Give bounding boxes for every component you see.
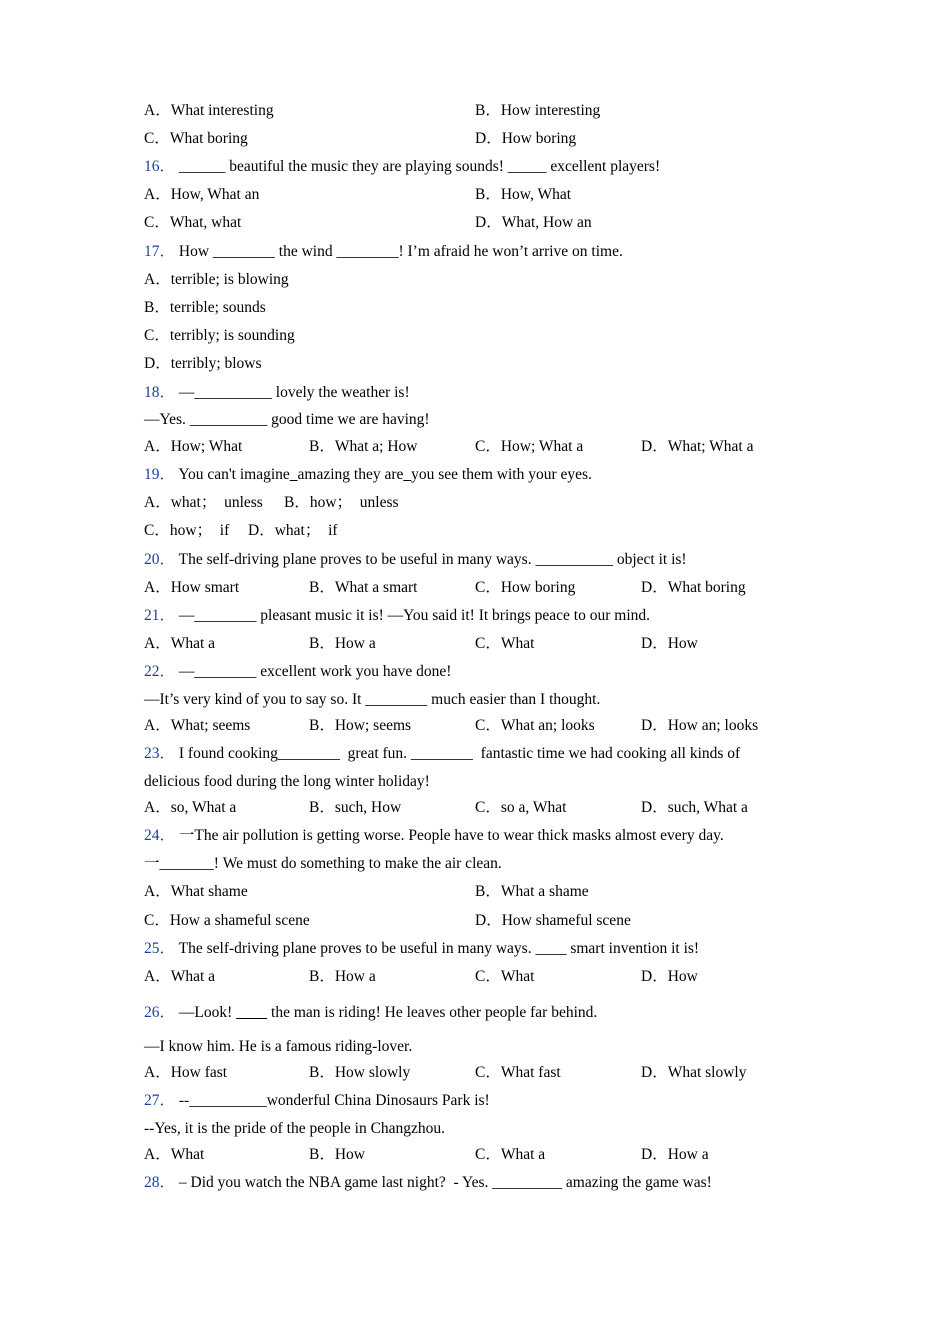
question-number: 18． xyxy=(144,384,176,401)
q23-stem xyxy=(144,744,740,764)
question-text: The self-driving plane proves to be useful in many ways. ____ smart invention it is! xyxy=(178,940,700,957)
q15-option-c: C．What boring xyxy=(144,130,248,147)
q24-stem xyxy=(144,826,724,846)
q16-stem xyxy=(144,157,660,177)
q24-option-c: C．How a shameful scene xyxy=(144,912,310,929)
question-text: —Look! xyxy=(178,1004,237,1021)
q15-option-d: D．How boring xyxy=(475,130,577,147)
q19-option-d: D．what； if xyxy=(248,522,338,539)
question-number: 21． xyxy=(144,607,176,624)
question-text: How ________ the wind ________! I’m afraid he won’t arrive on time. xyxy=(178,243,623,260)
q24-stem-2: 一_______! We must do something to make the air clean. xyxy=(144,855,502,872)
q18-stem-2: —Yes. __________ good time we are having! xyxy=(144,411,430,428)
question-text: – Did you watch the NBA game last night? - Yes. _________ amazing the game was! xyxy=(178,1174,712,1191)
question-number: 26． xyxy=(144,1004,176,1021)
q19-option-b: B．how； unless xyxy=(284,494,399,511)
q23-stem-2: delicious food during the long winter holiday! xyxy=(144,773,430,790)
q21-option-b: B．How a xyxy=(309,635,376,652)
q27-option-d: D．How a xyxy=(641,1146,709,1163)
question-text: ______ beautiful the music they are playing sounds! _____ excellent players! xyxy=(178,158,661,175)
blank xyxy=(236,1004,267,1021)
q19-option-a: A．what； unless xyxy=(144,494,263,511)
q25-option-a: A．What a xyxy=(144,968,216,985)
q16-option-a: A．How, What an xyxy=(144,186,260,203)
q17-option-a: A．terrible; is blowing xyxy=(144,271,289,288)
q20-option-d: D．What boring xyxy=(641,579,746,596)
question-number: 17． xyxy=(144,243,176,260)
question-text: 一The air pollution is getting worse. People have to wear thick masks almost every day. xyxy=(178,827,724,844)
question-number: 20． xyxy=(144,551,176,568)
question-text: amazing they are xyxy=(297,466,404,483)
q16-option-c: C．What, what xyxy=(144,214,242,231)
q22-stem xyxy=(144,662,451,682)
question-number: 28． xyxy=(144,1174,176,1191)
q23-option-a: A．so, What a xyxy=(144,799,237,816)
q17-stem xyxy=(144,242,623,262)
q24-option-a: A．What shame xyxy=(144,883,248,900)
q19-stem xyxy=(144,465,592,485)
q18-option-b: B．What a; How xyxy=(309,438,418,455)
question-number: 19． xyxy=(144,466,176,483)
q20-option-a: A．How smart xyxy=(144,579,240,596)
q22-option-d: D．How an; looks xyxy=(641,717,759,734)
question-number: 22． xyxy=(144,663,176,680)
q22-option-c: C．What an; looks xyxy=(475,717,595,734)
q24-option-d: D．How shameful scene xyxy=(475,912,631,929)
question-text: —________ pleasant music it is! —You said it! It brings peace to our mind. xyxy=(178,607,651,624)
q23-option-c: C．so a, What xyxy=(475,799,567,816)
question-text: you see them with your eyes. xyxy=(411,466,592,483)
q23-option-d: D．such, What a xyxy=(641,799,748,816)
q20-option-c: C．How boring xyxy=(475,579,576,596)
q27-option-a: A．What xyxy=(144,1146,205,1163)
q18-option-c: C．How; What a xyxy=(475,438,584,455)
q28-stem xyxy=(144,1173,712,1193)
q26-option-c: C．What fast xyxy=(475,1064,561,1081)
q18-option-a: A．How; What xyxy=(144,438,243,455)
question-number: 24． xyxy=(144,827,176,844)
question-number: 23． xyxy=(144,745,176,762)
q21-stem xyxy=(144,606,650,626)
q22-stem-2: —It’s very kind of you to say so. It ________ much easier than I thought. xyxy=(144,691,601,708)
q27-option-c: C．What a xyxy=(475,1146,546,1163)
q19-option-c: C．how； if xyxy=(144,522,230,539)
question-text: the man is riding! He leaves other people far behind. xyxy=(271,1004,598,1021)
q25-stem xyxy=(144,939,699,959)
blank xyxy=(290,466,298,483)
question-text: —__________ lovely the weather is! xyxy=(178,384,410,401)
blank xyxy=(403,466,411,483)
q23-option-b: B．such, How xyxy=(309,799,402,816)
question-text: I found cooking________ great fun. ________ fantastic time we had cooking all kinds of xyxy=(178,745,741,762)
question-text: --__________wonderful China Dinosaurs Park is! xyxy=(178,1092,490,1109)
q21-option-a: A．What a xyxy=(144,635,216,652)
q21-option-d: D．How xyxy=(641,635,698,652)
q26-option-a: A．How fast xyxy=(144,1064,228,1081)
question-number: 27． xyxy=(144,1092,176,1109)
q17-option-d: D．terribly; blows xyxy=(144,355,262,372)
q24-option-b: B．What a shame xyxy=(475,883,589,900)
q20-stem xyxy=(144,550,687,570)
q27-option-b: B．How xyxy=(309,1146,365,1163)
q17-option-c: C．terribly; is sounding xyxy=(144,327,295,344)
question-text: The self-driving plane proves to be useful in many ways. __________ object it is! xyxy=(178,551,687,568)
question-number: 16． xyxy=(144,158,176,175)
question-number: 25． xyxy=(144,940,176,957)
q26-option-b: B．How slowly xyxy=(309,1064,411,1081)
question-text: You can't imagine xyxy=(178,466,290,483)
q26-stem xyxy=(144,1003,597,1023)
q17-option-b: B．terrible; sounds xyxy=(144,299,266,316)
q16-option-b: B．How, What xyxy=(475,186,572,203)
q18-option-d: D．What; What a xyxy=(641,438,754,455)
q21-option-c: C．What xyxy=(475,635,535,652)
q22-option-b: B．How; seems xyxy=(309,717,412,734)
q18-stem xyxy=(144,383,410,403)
q20-option-b: B．What a smart xyxy=(309,579,418,596)
q15-option-b: B．How interesting xyxy=(475,102,601,119)
q26-option-d: D．What slowly xyxy=(641,1064,747,1081)
q25-option-d: D．How xyxy=(641,968,698,985)
q25-option-c: C．What xyxy=(475,968,535,985)
q25-option-b: B．How a xyxy=(309,968,376,985)
q27-stem xyxy=(144,1091,490,1111)
q27-stem-2: --Yes, it is the pride of the people in Changzhou. xyxy=(144,1120,446,1137)
q22-option-a: A．What; seems xyxy=(144,717,251,734)
q26-stem-2: —I know him. He is a famous riding-lover. xyxy=(144,1038,413,1055)
q16-option-d: D．What, How an xyxy=(475,214,592,231)
q15-option-a: A．What interesting xyxy=(144,102,274,119)
question-text: —________ excellent work you have done! xyxy=(178,663,452,680)
